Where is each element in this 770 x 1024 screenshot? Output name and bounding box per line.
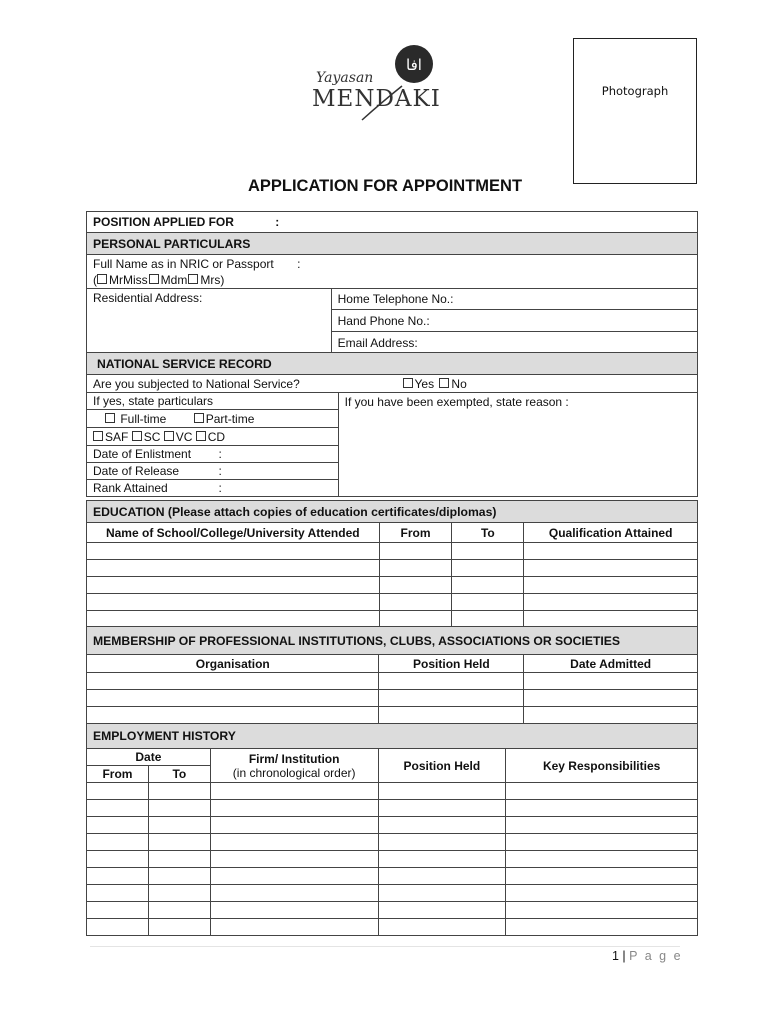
- if-yes-label: If yes, state particulars: [87, 393, 339, 410]
- mem-col-position: Position Held: [379, 655, 524, 673]
- page-number: 1 | P a g e: [612, 949, 683, 963]
- logo-script-text: Yayasan: [316, 70, 374, 86]
- position-applied-row[interactable]: POSITION APPLIED FOR :: [87, 212, 698, 233]
- table-row[interactable]: [87, 594, 698, 611]
- part-time-checkbox[interactable]: [194, 413, 204, 423]
- education-section: [86, 500, 698, 628]
- enlistment-row[interactable]: Date of Enlistment :: [87, 446, 339, 463]
- sc-checkbox[interactable]: [132, 431, 142, 441]
- yes-checkbox[interactable]: [403, 378, 413, 388]
- ns-header: NATIONAL SERVICE RECORD: [87, 353, 698, 375]
- exemption-reason-field[interactable]: If you have been exempted, state reason :: [338, 393, 697, 497]
- photograph-box[interactable]: [573, 38, 697, 184]
- table-row[interactable]: [87, 885, 698, 902]
- table-row[interactable]: [87, 817, 698, 834]
- service-type-row: Full-time Part-time: [87, 410, 339, 428]
- emp-col-firm: Firm/ Institution (in chronological order): [210, 749, 378, 783]
- membership-header: MEMBERSHIP OF PROFESSIONAL INSTITUTIONS, CLUBS, ASSOCIATIONS OR SOCIETIES: [87, 627, 698, 655]
- miss-checkbox[interactable]: [149, 274, 159, 284]
- personal-section: [86, 211, 698, 354]
- education-header: EDUCATION (Please attach copies of education certificates/diplomas): [87, 501, 698, 523]
- cd-checkbox[interactable]: [196, 431, 206, 441]
- table-row[interactable]: [87, 783, 698, 800]
- table-row[interactable]: [87, 560, 698, 577]
- mendaki-logo: [302, 42, 450, 124]
- saf-checkbox[interactable]: [93, 431, 103, 441]
- table-row[interactable]: [87, 902, 698, 919]
- emp-col-to: To: [148, 766, 210, 783]
- service-branch-row: SAF SC VC CD: [87, 428, 339, 446]
- ns-subject-question: Are you subjected to National Service?: [93, 376, 300, 391]
- hand-phone-field[interactable]: Hand Phone No.:: [331, 310, 697, 332]
- table-row[interactable]: [87, 800, 698, 817]
- emp-col-from: From: [87, 766, 149, 783]
- mem-col-date: Date Admitted: [524, 655, 698, 673]
- rank-row[interactable]: Rank Attained :: [87, 480, 339, 497]
- edu-col-qualification: Qualification Attained: [524, 523, 698, 543]
- mdm-checkbox[interactable]: [188, 274, 198, 284]
- page-title: APPLICATION FOR APPOINTMENT: [247, 177, 523, 195]
- release-row[interactable]: Date of Release :: [87, 463, 339, 480]
- full-time-checkbox[interactable]: [105, 413, 115, 423]
- membership-section: [86, 626, 698, 724]
- emp-col-position: Position Held: [378, 749, 506, 783]
- table-row[interactable]: [87, 919, 698, 936]
- table-row[interactable]: [87, 690, 698, 707]
- table-row[interactable]: [87, 577, 698, 594]
- table-row[interactable]: [87, 868, 698, 885]
- no-checkbox[interactable]: [439, 378, 449, 388]
- full-name-row[interactable]: Full Name as in NRIC or Passport : ( MrMiss Mdm Mrs): [87, 255, 698, 289]
- logo-arabic-mark: افا: [406, 56, 422, 74]
- table-row[interactable]: [87, 834, 698, 851]
- table-row[interactable]: [87, 543, 698, 560]
- mr-checkbox[interactable]: [97, 274, 107, 284]
- edu-col-to: To: [452, 523, 524, 543]
- table-row[interactable]: [87, 611, 698, 628]
- email-field[interactable]: Email Address:: [331, 332, 697, 354]
- employment-header: EMPLOYMENT HISTORY: [87, 724, 698, 749]
- personal-header: PERSONAL PARTICULARS: [87, 233, 698, 255]
- table-row[interactable]: [87, 851, 698, 868]
- footer-divider: [90, 946, 680, 947]
- employment-section: [86, 723, 698, 936]
- position-label: POSITION APPLIED FOR: [93, 215, 234, 229]
- home-telephone-field[interactable]: Home Telephone No.:: [331, 289, 697, 310]
- emp-col-key-responsibilities: Key Responsibilities: [506, 749, 698, 783]
- vc-checkbox[interactable]: [164, 431, 174, 441]
- national-service-section: [86, 352, 698, 497]
- residential-address-cell[interactable]: Residential Address:: [87, 289, 332, 354]
- emp-col-date: Date: [87, 749, 211, 766]
- table-row[interactable]: [87, 707, 698, 724]
- table-row[interactable]: [87, 673, 698, 690]
- photograph-label: Photograph: [601, 84, 669, 98]
- edu-col-from: From: [379, 523, 452, 543]
- ns-subject-row: Are you subjected to National Service? Yes No: [87, 375, 698, 393]
- mem-col-organisation: Organisation: [87, 655, 379, 673]
- edu-col-school: Name of School/College/University Attended: [87, 523, 380, 543]
- full-name-label: Full Name as in NRIC or Passport: [93, 256, 274, 271]
- logo-brand-text: MENDAKI: [312, 86, 441, 112]
